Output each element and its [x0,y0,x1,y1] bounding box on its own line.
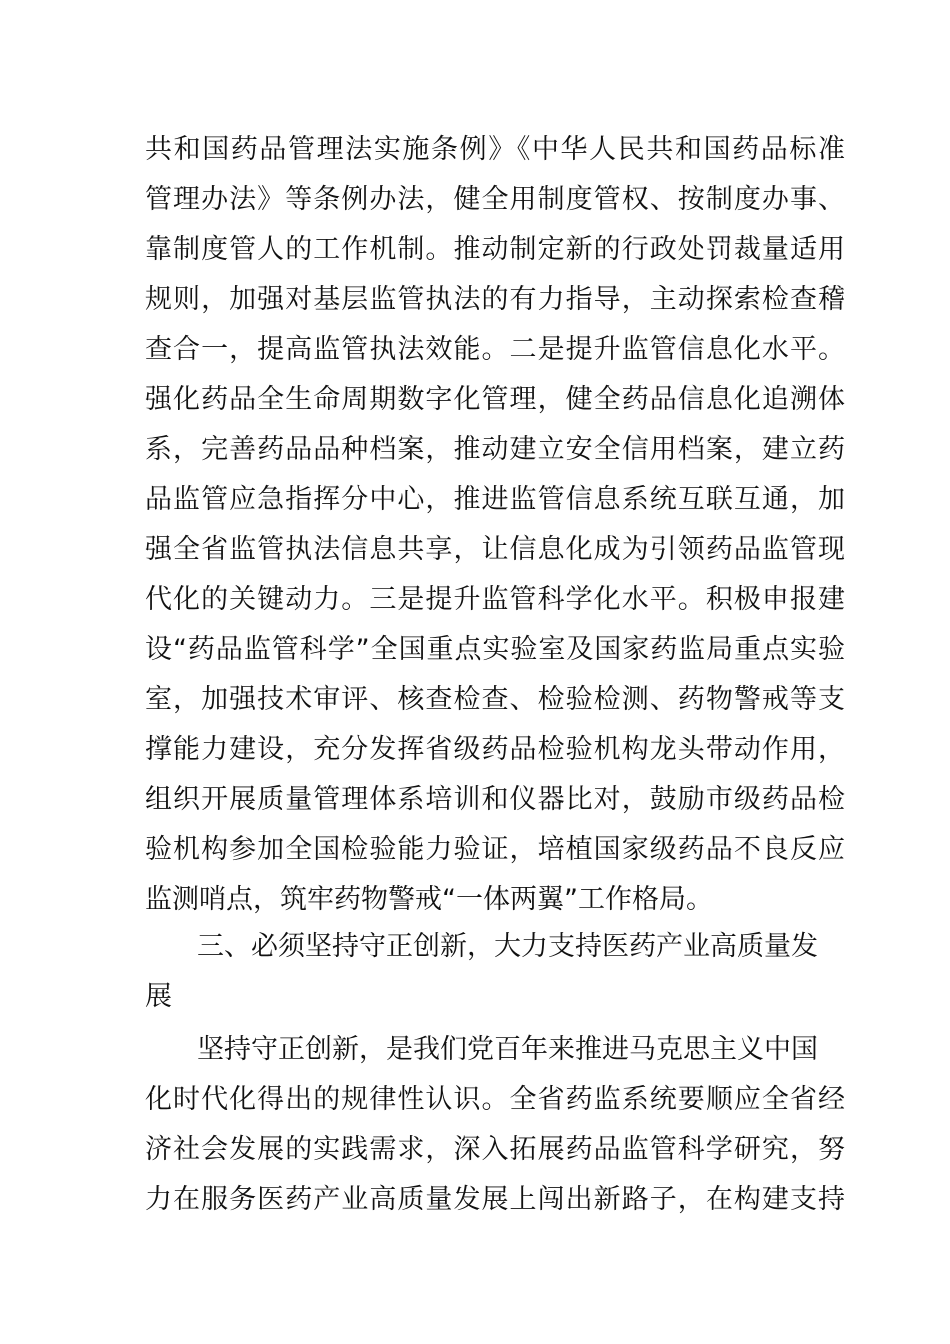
text-line: 验机构参加全国检验能力验证，培植国家级药品不良反应 [145,834,845,865]
text-line: 室，加强技术审评、核查检查、检验检测、药物警戒等支 [145,684,845,715]
text-line: 系，完善药品品种档案，推动建立安全信用档案，建立药 [145,434,845,465]
text-line: 监测哨点，筑牢药物警戒“一体两翼”工作格局。 [145,884,713,915]
text-line: 化时代化得出的规律性认识。全省药监系统要顺应全省经 [145,1084,845,1115]
text-line: 强全省监管执法信息共享，让信息化成为引领药品监管现 [145,534,845,565]
text-line: 代化的关键动力。三是提升监管科学化水平。积极申报建 [145,584,845,615]
text-line: 设“药品监管科学”全国重点实验室及国家药监局重点实验 [145,634,845,665]
text-line: 共和国药品管理法实施条例》《中华人民共和国药品标准 [145,134,845,165]
text-line: 济社会发展的实践需求，深入拓展药品监管科学研究，努 [145,1134,845,1165]
section-heading: 三、必须坚持守正创新，大力支持医药产业高质量发 [197,931,818,962]
text-line: 组织开展质量管理体系培训和仪器比对，鼓励市级药品检 [145,784,845,815]
text-line: 力在服务医药产业高质量发展上闯出新路子，在构建支持 [145,1184,845,1215]
text-line: 品监管应急指挥分中心，推进监管信息系统互联互通，加 [145,484,845,515]
text-line: 查合一，提高监管执法效能。二是提升监管信息化水平。 [145,334,845,365]
section-heading: 展 [145,981,172,1012]
text-line: 管理办法》等条例办法，健全用制度管权、按制度办事、 [145,184,845,215]
text-line: 强化药品全生命周期数字化管理，健全药品信息化追溯体 [145,384,845,415]
text-line: 坚持守正创新，是我们党百年来推进马克思主义中国 [197,1034,818,1065]
text-line: 规则，加强对基层监管执法的有力指导，主动探索检查稽 [145,284,845,315]
text-line: 撑能力建设，充分发挥省级药品检验机构龙头带动作用， [145,734,845,765]
text-line: 靠制度管人的工作机制。推动制定新的行政处罚裁量适用 [145,234,845,265]
